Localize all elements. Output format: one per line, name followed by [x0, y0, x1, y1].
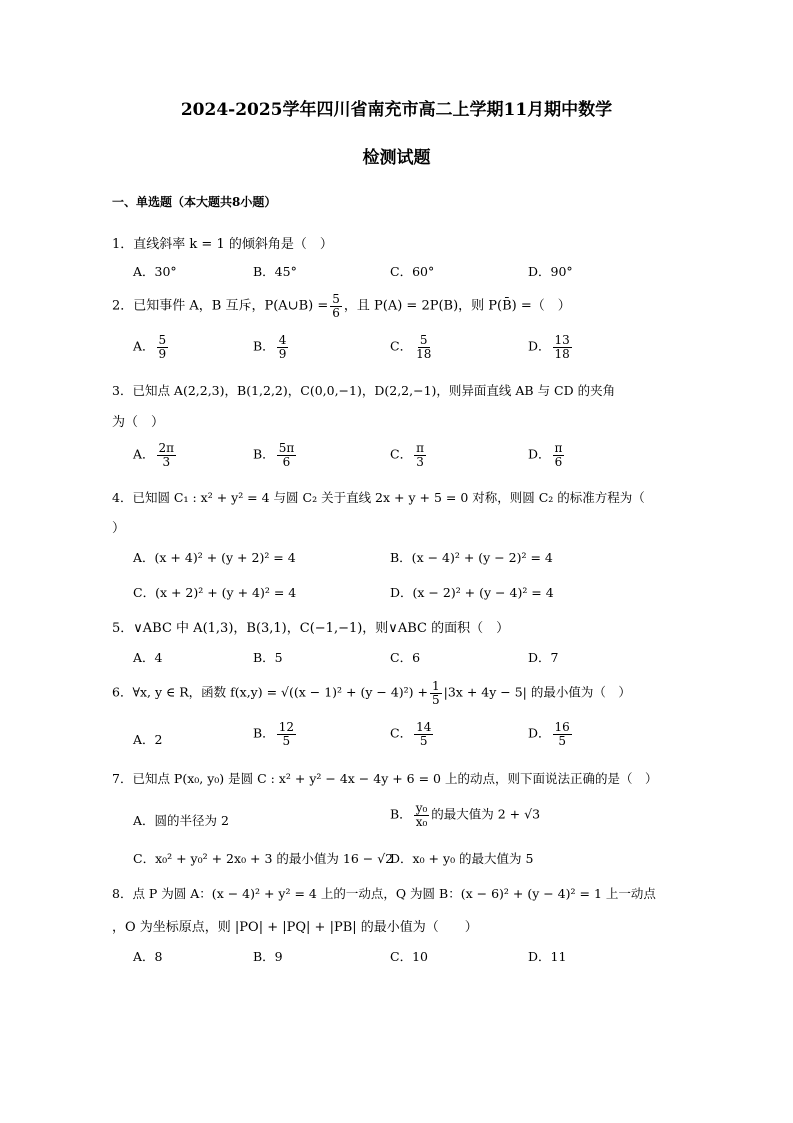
question-3-stem-line1: 3．已知点 A(2,2,3)，B(1,2,2)，C(0,0,−1)，D(2,2,−1)，则异面直线 AB 与 CD 的夹角: [112, 383, 616, 398]
question-4-option-c: C．(x + 2)² + (y + 4)² = 4: [133, 585, 297, 600]
option-label: C．: [390, 338, 413, 354]
question-4-option-a: A．(x + 4)² + (y + 2)² = 4: [133, 550, 296, 565]
fraction-denominator: 6: [554, 454, 563, 469]
question-7-option-c: C．x₀² + y₀² + 2x₀ + 3 的最小值为 16 − √2: [133, 851, 394, 866]
question-8-option-b: B．9: [253, 949, 283, 964]
option-label: B．: [253, 338, 275, 354]
fraction-denominator: 18: [416, 346, 432, 361]
question-3-option-d: [528, 442, 566, 468]
question-8-stem-line1: 8．点 P 为圆 A：(x − 4)² + y² = 4 上的一动点，Q 为圆 B：(x − 6)² + (y − 4)² = 1 上一动点: [112, 886, 656, 901]
option-label: D．: [528, 338, 551, 354]
option-label: A．: [133, 338, 155, 354]
option-fraction: [414, 721, 433, 747]
fraction-numerator: π: [416, 441, 424, 455]
fraction-numerator: 13: [554, 333, 570, 347]
doc-title-line1: 2024-2025学年四川省南充市高二上学期11月期中数学: [180, 100, 613, 120]
fraction-numerator: 2π: [158, 441, 175, 455]
question-3-option-a: [133, 442, 178, 468]
question-5-stem: 5．∨ABC 中 A(1,3)，B(3,1)，C(−1,−1)，则∨ABC 的面积（ ）: [112, 621, 510, 636]
option-fraction: [553, 334, 572, 360]
fraction-denominator: 9: [278, 346, 287, 361]
fraction-denominator: 9: [158, 346, 167, 361]
fraction-numerator: 5: [332, 292, 340, 306]
option-fraction: [157, 442, 177, 468]
option-fraction: [277, 334, 289, 360]
question-6-option-c: [390, 721, 435, 747]
question-1-option-d: D．90°: [528, 264, 573, 279]
option-label: A．: [133, 446, 155, 462]
question-2-option-a: [133, 334, 170, 360]
question-6-option-b: [253, 721, 298, 747]
question-2-option-d: [528, 334, 574, 360]
question-3-option-b: [253, 442, 298, 468]
option-fraction: [277, 721, 296, 747]
question-4-option-d: D．(x − 2)² + (y − 4)² = 4: [390, 585, 554, 600]
question-7-option-d: D．x₀ + y₀ 的最大值为 5: [390, 851, 534, 866]
option-label: C．: [390, 725, 413, 741]
question-1-option-b: B．45°: [253, 264, 297, 279]
fraction-numerator: 16: [554, 720, 570, 734]
section-heading: 一、单选题（本大题共8小题）: [112, 195, 277, 209]
question-1-option-a: A．30°: [133, 264, 177, 279]
fraction-denominator: 6: [332, 305, 340, 320]
option-fraction: [157, 334, 169, 360]
option-fraction: [277, 442, 297, 468]
fraction-numerator: y₀: [415, 801, 428, 815]
question-3-option-c: [390, 442, 428, 468]
option-label: B．: [253, 446, 275, 462]
question-4-option-b: B．(x − 4)² + (y − 2)² = 4: [390, 550, 553, 565]
question-5-option-c: C．6: [390, 650, 421, 665]
question-5-option-a: A．4: [133, 650, 163, 665]
option-label: D．: [528, 725, 551, 741]
question-6-stem-post: |3x + 4y − 5| 的最小值为（ ）: [443, 684, 631, 700]
question-5-option-d: D．7: [528, 650, 559, 665]
fraction-numerator: π: [554, 441, 563, 455]
question-5-option-b: B．5: [253, 650, 283, 665]
fraction-numerator: 1: [432, 679, 440, 693]
fraction-denominator: 3: [416, 454, 424, 469]
question-4-stem-line1: 4．已知圆 C₁ : x² + y² = 4 与圆 C₂ 关于直线 2x + y + 5 = 0 对称，则圆 C₂ 的标准方程为（: [112, 490, 645, 505]
fraction-numerator: 12: [278, 720, 294, 734]
question-6-stem-pre: 6．∀x, y ∈ R，函数 f(x,y) = √((x − 1)² + (y − 4)²) +: [112, 684, 428, 700]
question-4-stem-line2: ）: [112, 521, 126, 536]
option-label: B．: [390, 806, 412, 822]
option-fraction: [414, 802, 430, 828]
question-7-option-a: A．圆的半径为 2: [133, 813, 229, 828]
question-2-option-c: [390, 334, 435, 360]
question-2-option-b: [253, 334, 290, 360]
fraction-denominator: x₀: [415, 814, 428, 829]
fraction-denominator: 3: [162, 454, 171, 469]
question-6-option-a: A．2: [133, 732, 163, 747]
question-7-stem: 7．已知点 P(x₀, y₀) 是圆 C : x² + y² − 4x − 4y + 6 = 0 上的动点，则下面说法正确的是（ ）: [112, 771, 658, 786]
question-1-option-c: C．60°: [390, 264, 435, 279]
question-1-stem: 1．直线斜率 k = 1 的倾斜角是（ ）: [112, 237, 333, 252]
question-2-stem-post: ，且 P(A) = 2P(B)，则 P(B̄) =（ ）: [343, 298, 571, 314]
question-2-stem: [112, 293, 571, 319]
question-8-option-c: C．10: [390, 949, 428, 964]
question-6-stem-fraction: [430, 680, 442, 706]
option-fraction: [553, 442, 565, 468]
question-7-option-b: [390, 802, 540, 828]
option-fraction: [553, 721, 572, 747]
fraction-denominator: 5: [282, 733, 291, 748]
fraction-denominator: 18: [554, 346, 570, 361]
option-text: 的最大值为 2 + √3: [431, 806, 541, 822]
question-8-stem-line2: ，O 为坐标原点，则 |PO| + |PQ| + |PB| 的最小值为（ ）: [112, 920, 478, 935]
fraction-numerator: 5: [158, 333, 167, 347]
fraction-numerator: 4: [278, 333, 287, 347]
fraction-numerator: 14: [416, 720, 432, 734]
doc-title-line2: 检测试题: [362, 148, 431, 168]
question-6-stem: [112, 680, 631, 706]
fraction-denominator: 5: [558, 733, 566, 748]
question-3-stem-line2: 为（ ）: [112, 415, 165, 430]
question-2-stem-fraction: [330, 293, 342, 319]
question-6-option-d: [528, 721, 574, 747]
question-8-option-a: A．8: [133, 949, 163, 964]
option-label: D．: [528, 446, 551, 462]
fraction-denominator: 5: [419, 733, 428, 748]
fraction-denominator: 5: [432, 692, 440, 707]
option-label: C．: [390, 446, 413, 462]
option-fraction: [414, 334, 433, 360]
option-fraction: [414, 442, 426, 468]
question-8-option-d: D．11: [528, 949, 567, 964]
fraction-numerator: 5: [419, 333, 428, 347]
fraction-numerator: 5π: [278, 441, 295, 455]
option-label: B．: [253, 725, 275, 741]
fraction-denominator: 6: [282, 454, 291, 469]
question-2-stem-pre: 2．已知事件 A，B 互斥，P(A∪B) =: [112, 298, 329, 314]
